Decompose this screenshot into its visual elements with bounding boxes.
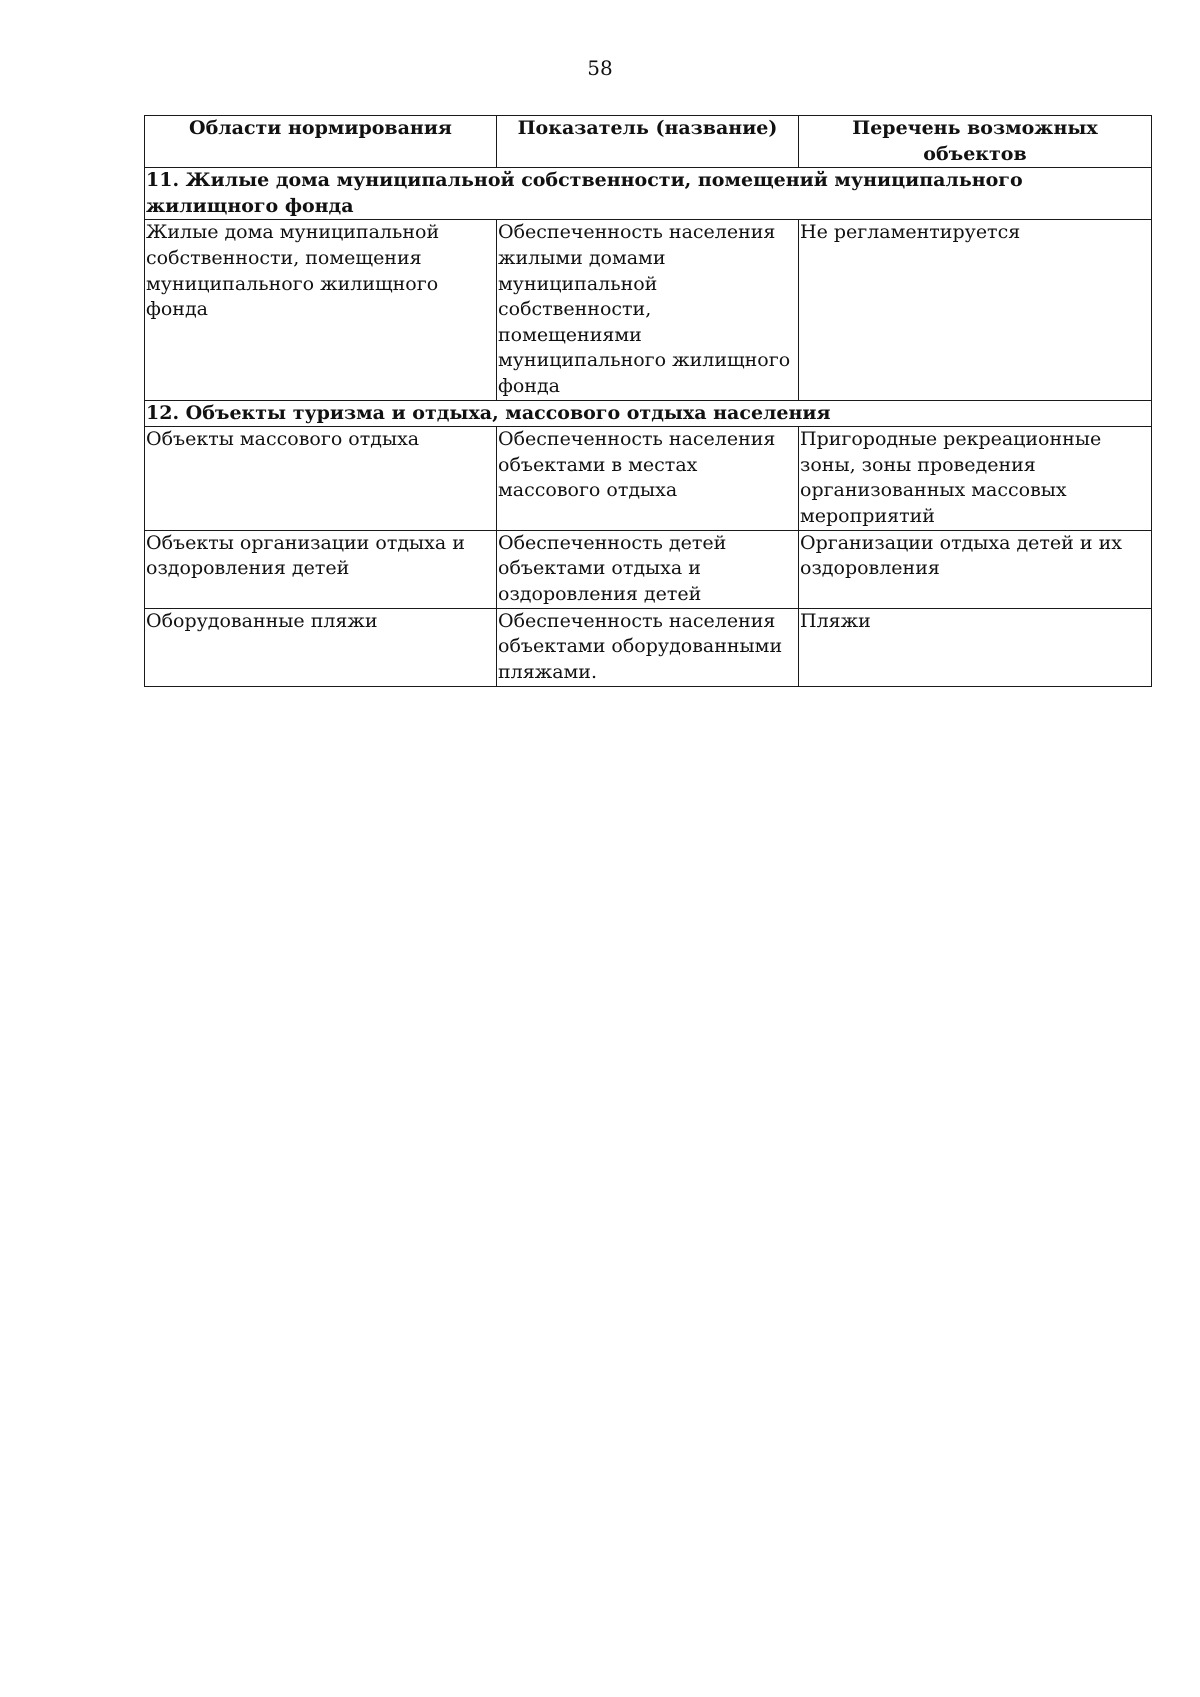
header-indicator: Показатель (название): [497, 116, 799, 168]
table-row: [145, 608, 1152, 686]
table-header: [145, 116, 1152, 168]
cell-objects: Пригородные рекреационные зоны, зоны проведения организованных массовых мероприятий: [799, 427, 1152, 530]
cell-objects: Не регламентируется: [799, 220, 1152, 400]
table-body: [145, 168, 1152, 686]
cell-indicator: Обеспеченность населения объектами оборудованными пляжами.: [497, 608, 799, 686]
cell-indicator: Обеспеченность детей объектами отдыха и оздоровления детей: [497, 530, 799, 608]
section-row: [145, 168, 1152, 220]
cell-objects: Организации отдыха детей и их оздоровления: [799, 530, 1152, 608]
norm-table: [144, 115, 1152, 687]
table-row: [145, 427, 1152, 530]
cell-indicator: Обеспеченность населения объектами в местах массового отдыха: [497, 427, 799, 530]
page-number: 58: [587, 56, 613, 80]
header-area: Области нормирования: [145, 116, 497, 168]
cell-area: Объекты массового отдыха: [145, 427, 497, 530]
section-row: [145, 400, 1152, 427]
header-objects: Перечень возможных объектов: [799, 116, 1152, 168]
cell-objects: Пляжи: [799, 608, 1152, 686]
section-title: 12. Объекты туризма и отдыха, массового отдыха населения: [145, 400, 1152, 427]
section-title: 11. Жилые дома муниципальной собственности, помещений муниципального жилищного фонда: [145, 168, 1152, 220]
cell-area: Жилые дома муниципальной собственности, помещения муниципального жилищного фонда: [145, 220, 497, 400]
cell-area: Объекты организации отдыха и оздоровления детей: [145, 530, 497, 608]
table-row: [145, 530, 1152, 608]
cell-area: Оборудованные пляжи: [145, 608, 497, 686]
header-row: [145, 116, 1152, 168]
cell-indicator: Обеспеченность населения жилыми домами муниципальной собственности, помещениями муниципального жилищного фонда: [497, 220, 799, 400]
table-row: [145, 220, 1152, 400]
